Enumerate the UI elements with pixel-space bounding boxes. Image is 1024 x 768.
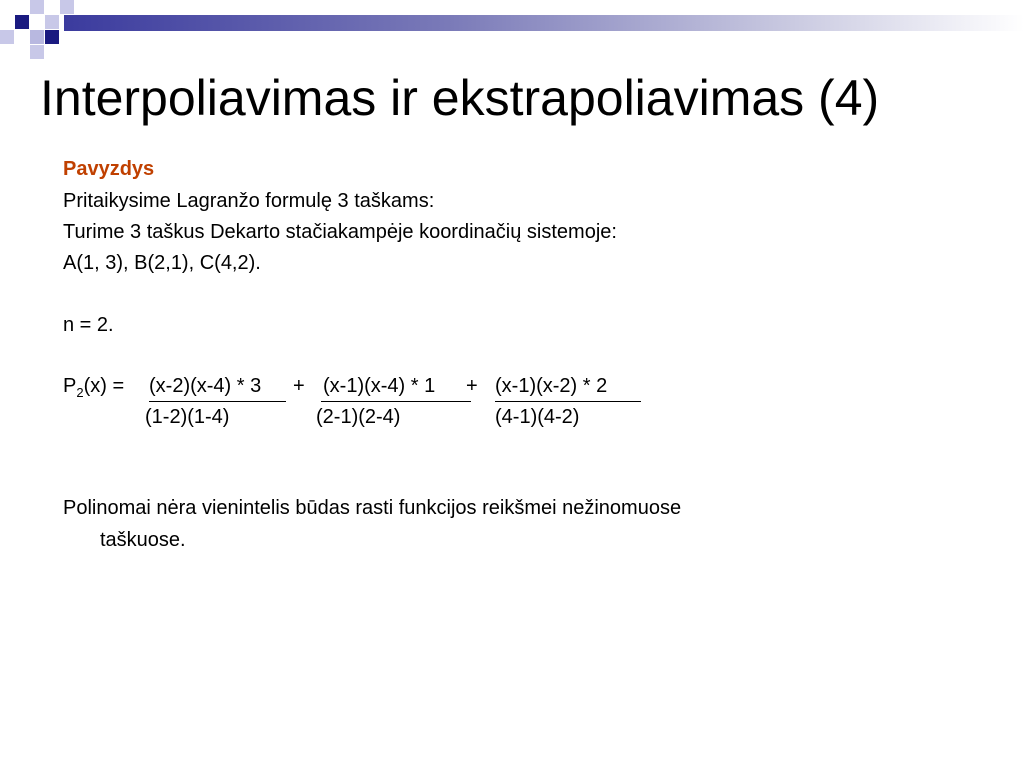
- deco-square-lav-3: [30, 30, 44, 44]
- conclusion-line-1: Polinomai nėra vienintelis būdas rasti funkcijos reikšmei nežinomuose: [63, 497, 682, 519]
- title-gradient-bar: [64, 15, 1024, 31]
- body-line-3: A(1, 3), B(2,1), C(4,2).: [63, 252, 261, 274]
- denominator-1: (1-2)(1-4): [145, 406, 230, 428]
- fraction-line-3: [495, 401, 641, 402]
- deco-square-lav-2: [30, 0, 44, 14]
- numerator-2: (x-1)(x-4) * 1: [323, 375, 436, 397]
- deco-square-lav-1: [0, 30, 14, 44]
- formula-subscript: 2: [76, 385, 84, 400]
- numerator-1: (x-2)(x-4) * 3: [149, 375, 262, 397]
- body-line-2: Turime 3 taškus Dekarto stačiakampėje koordinačių sistemoje:: [63, 221, 617, 243]
- n-value-line: n = 2.: [63, 314, 114, 336]
- numerator-3: (x-1)(x-2) * 2: [495, 375, 608, 397]
- denominator-2: (2-1)(2-4): [316, 406, 401, 428]
- plus-sign-2: +: [466, 375, 478, 397]
- body-line-1: Pritaikysime Lagranžo formulę 3 taškams:: [63, 190, 435, 212]
- fraction-line-2: [321, 401, 471, 402]
- slide-title: Interpoliavimas ir ekstrapoliavimas (4): [40, 70, 880, 126]
- deco-square-navy-1: [15, 15, 29, 29]
- fraction-line-1: [149, 401, 286, 402]
- formula-p: P: [63, 375, 77, 397]
- deco-square-navy-2: [45, 30, 59, 44]
- deco-square-lav-4: [45, 15, 59, 29]
- deco-square-lav-6: [30, 45, 44, 59]
- plus-sign-1: +: [293, 375, 305, 397]
- formula-lhs-rest: (x) =: [83, 375, 125, 397]
- example-heading: Pavyzdys: [63, 158, 155, 180]
- denominator-3: (4-1)(4-2): [495, 406, 580, 428]
- formula-lhs: [63, 375, 124, 400]
- deco-square-lav-5: [60, 0, 74, 14]
- conclusion-line-2: taškuose.: [100, 529, 186, 551]
